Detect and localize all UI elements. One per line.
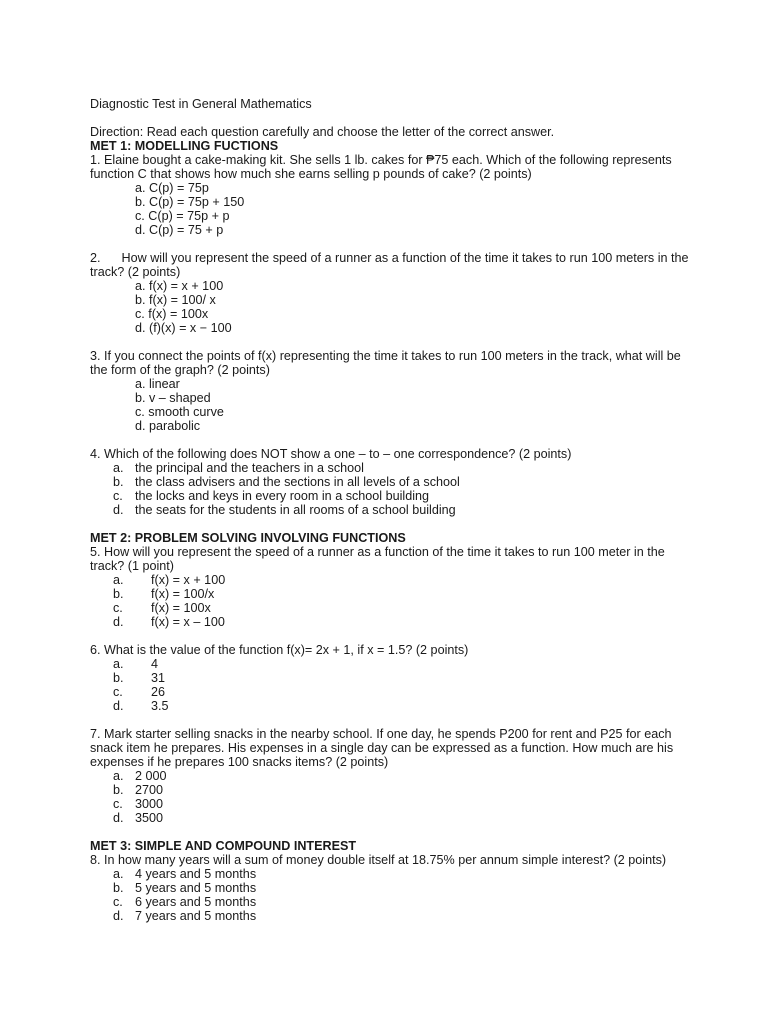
option-d — [90, 811, 690, 825]
option-c: c. C(p) = 75p + p — [135, 209, 230, 223]
question-stem: 3. If you connect the points of f(x) representing the time it takes to run 100 meters in the track, what will be the form of the graph? (2 points) — [90, 349, 681, 377]
option-letter: c. — [113, 489, 123, 503]
option-c — [90, 489, 690, 503]
option-b — [90, 671, 690, 685]
option-letter: a. — [113, 867, 124, 881]
option-text: the locks and keys in every room in a school building — [135, 489, 430, 503]
directions: Direction: Read each question carefully and choose the letter of the correct answer. — [90, 125, 555, 139]
option-c — [90, 797, 690, 811]
option-a — [90, 769, 690, 783]
option-letter: b. — [113, 881, 124, 895]
option-a — [90, 867, 690, 881]
option-text: f(x) = x – 100 — [151, 615, 225, 629]
option-b: b. f(x) = 100/ x — [135, 293, 216, 307]
section-heading-met-2: MET 2: PROBLEM SOLVING INVOLVING FUNCTIONS — [90, 531, 406, 545]
option-letter: a. — [113, 769, 124, 783]
option-text: 2700 — [135, 783, 164, 797]
option-letter: d. — [113, 909, 124, 923]
option-letter: c. — [113, 895, 123, 909]
option-a — [90, 657, 690, 671]
question-stem: 8. In how many years will a sum of money double itself at 18.75% per annum simple interest? (2 points) — [90, 853, 667, 867]
option-a: a. C(p) = 75p — [135, 181, 209, 195]
option-letter: d. — [113, 615, 124, 629]
option-c: c. smooth curve — [135, 405, 224, 419]
document-title: Diagnostic Test in General Mathematics — [90, 97, 312, 111]
question-3 — [90, 349, 690, 433]
option-d — [90, 615, 690, 629]
question-4 — [90, 447, 690, 517]
option-d: d. (f)(x) = x − 100 — [135, 321, 232, 335]
question-stem: 4. Which of the following does NOT show a one – to – one correspondence? (2 points) — [90, 447, 572, 461]
option-text: the seats for the students in all rooms of a school building — [135, 503, 456, 517]
option-text: 7 years and 5 months — [135, 909, 257, 923]
option-letter: b. — [113, 783, 124, 797]
section-heading-met-1: MET 1: MODELLING FUCTIONS — [90, 139, 279, 153]
option-letter: b. — [113, 671, 124, 685]
option-letter: a. — [113, 573, 124, 587]
option-letter: c. — [113, 797, 123, 811]
option-letter: c. — [113, 601, 123, 615]
question-1 — [90, 153, 690, 237]
option-a: a. f(x) = x + 100 — [135, 279, 224, 293]
option-d — [90, 503, 690, 517]
option-letter: a. — [113, 657, 124, 671]
option-text: 26 — [151, 685, 166, 699]
option-text: 31 — [151, 671, 166, 685]
option-letter: c. — [113, 685, 123, 699]
option-d — [90, 699, 690, 713]
option-c — [90, 685, 690, 699]
option-c: c. f(x) = 100x — [135, 307, 209, 321]
option-text: f(x) = x + 100 — [151, 573, 226, 587]
option-d — [90, 909, 690, 923]
option-text: 6 years and 5 months — [135, 895, 257, 909]
option-letter: d. — [113, 503, 124, 517]
option-text: 4 years and 5 months — [135, 867, 257, 881]
option-text: 4 — [151, 657, 159, 671]
option-a — [90, 573, 690, 587]
option-d: d. parabolic — [135, 419, 201, 433]
option-text: 5 years and 5 months — [135, 881, 257, 895]
question-stem: 7. Mark starter selling snacks in the nearby school. If one day, he spends P200 for rent and P25 for each snack item he prepares. His expenses in a single day can be expressed as a function. How much are his expenses if he prepares 100 snacks items? (2 points) — [90, 727, 674, 769]
section-heading-met-3: MET 3: SIMPLE AND COMPOUND INTEREST — [90, 839, 357, 853]
option-c — [90, 895, 690, 909]
option-d: d. C(p) = 75 + p — [135, 223, 224, 237]
option-text: 3500 — [135, 811, 164, 825]
question-6 — [90, 643, 690, 713]
option-text: 3000 — [135, 797, 164, 811]
question-8 — [90, 853, 690, 923]
option-letter: a. — [113, 461, 124, 475]
option-text: 2 000 — [135, 769, 167, 783]
option-text: f(x) = 100/x — [151, 587, 215, 601]
document-body — [90, 97, 693, 937]
option-text: f(x) = 100x — [151, 601, 211, 615]
question-5 — [90, 545, 690, 629]
option-text: 3.5 — [151, 699, 169, 713]
option-b: b. v – shaped — [135, 391, 211, 405]
option-b — [90, 881, 690, 895]
option-letter: d. — [113, 811, 124, 825]
option-a: a. linear — [135, 377, 180, 391]
question-stem: 1. Elaine bought a cake-making kit. She sells 1 lb. cakes for ₱75 each. Which of the following represents function C that shows how much she earns selling p pounds of cake? (2 points) — [90, 153, 672, 181]
question-stem: 5. How will you represent the speed of a runner as a function of the time it takes to run 100 meter in the track? (1 point) — [90, 545, 665, 573]
option-letter: b. — [113, 587, 124, 601]
option-letter: d. — [113, 699, 124, 713]
question-stem: 6. What is the value of the function f(x)= 2x + 1, if x = 1.5? (2 points) — [90, 643, 469, 657]
option-a — [90, 461, 690, 475]
option-b — [90, 475, 690, 489]
option-text: the principal and the teachers in a school — [135, 461, 364, 475]
option-text: the class advisers and the sections in all levels of a school — [135, 475, 460, 489]
option-b: b. C(p) = 75p + 150 — [135, 195, 245, 209]
option-b — [90, 587, 690, 601]
question-2 — [90, 251, 693, 335]
option-letter: b. — [113, 475, 124, 489]
option-b — [90, 783, 690, 797]
question-7 — [90, 727, 690, 825]
option-c — [90, 601, 690, 615]
question-stem: 2. How will you represent the speed of a runner as a function of the time it takes to run 100 meters in the track? (2 points) — [90, 251, 693, 279]
